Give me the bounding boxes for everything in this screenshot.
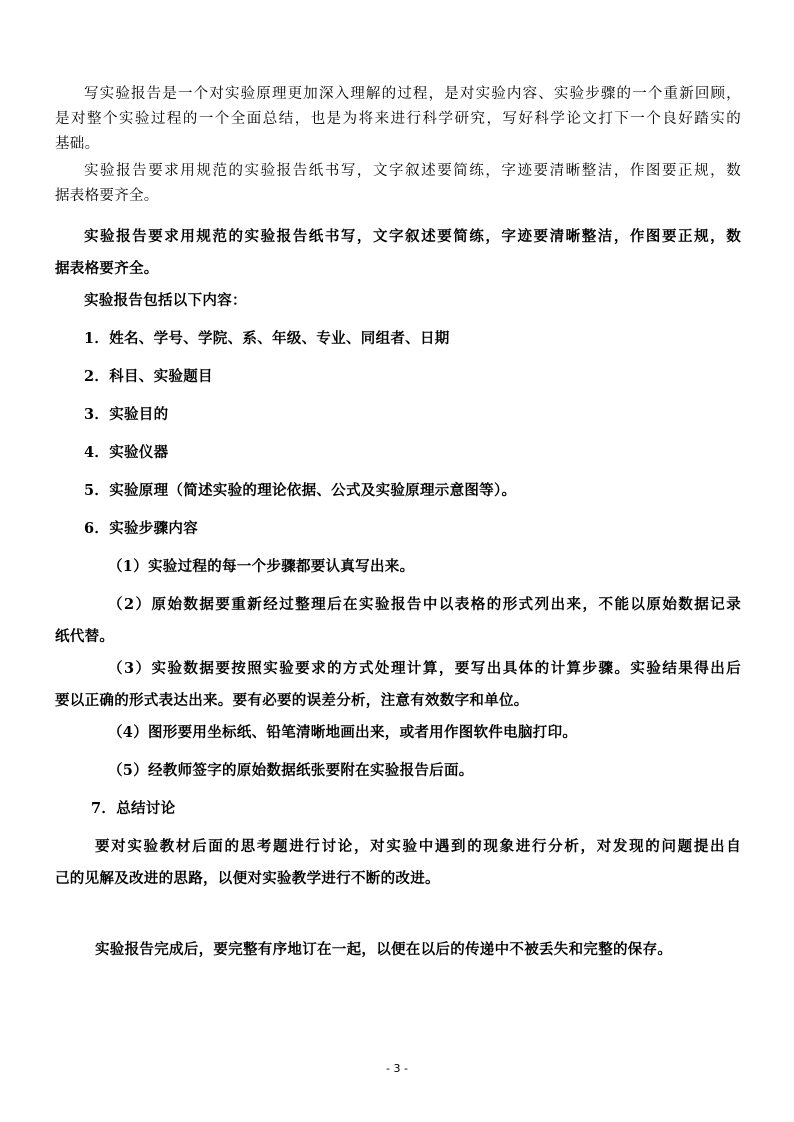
sub-item-3-line-2: 要以正确的形式表达出来。要有必要的误差分析，注意有效数字和单位。 — [55, 692, 529, 709]
summary-line-1: 要对实验教材后面的思考题进行讨论，对实验中遇到的现象进行分析，对发现的问题提出自 — [95, 838, 741, 855]
sub-item-3 — [55, 653, 741, 717]
requirement-bold-line-1: 实验报告要求用规范的实验报告纸书写，文字叙述要简练，字迹要清晰整洁，作图要正规，数 — [84, 228, 741, 245]
requirement-line-1: 实验报告要求用规范的实验报告纸书写，文字叙述要简练，字迹要清晰整洁，作图要正规，数 — [84, 163, 741, 179]
requirement-bold-paragraph — [55, 221, 741, 285]
page-number: - 3 - — [386, 1062, 408, 1075]
summary-heading: 7．总结讨论 — [91, 800, 176, 817]
sub-item-2-line-1: （2）原始数据要重新经过整理后在实验报告中以表格的形式列出来，不能以原始数据记录 — [108, 596, 741, 613]
requirement-line-2: 据表格要齐全。 — [55, 188, 159, 204]
list-item-6: 6．实验步骤内容 — [84, 520, 198, 537]
contents-intro: 实验报告包括以下内容： — [84, 292, 247, 309]
sub-item-5: （5）经教师签字的原始数据纸张要附在实验报告后面。 — [108, 762, 474, 779]
sub-item-4: （4）图形要用坐标纸、铅笔清晰地画出来，或者用作图软件电脑打印。 — [108, 724, 578, 741]
sub-item-3-line-1: （3）实验数据要按照实验要求的方式处理计算，要写出具体的计算步骤。实验结果得出后 — [108, 660, 741, 677]
sub-item-2 — [55, 589, 741, 653]
closing-paragraph: 实验报告完成后，要完整有序地订在一起，以便在以后的传递中不被丢失和完整的保存。 — [95, 941, 673, 958]
list-item-1: 1．姓名、学号、学院、系、年级、专业、同组者、日期 — [84, 330, 450, 347]
intro-line-2: 是对整个实验过程的一个全面总结，也是为将来进行科学研究，写好科学论文打下一个良好踏实的 — [55, 111, 741, 127]
intro-line-1: 写实验报告是一个对实验原理更加深入理解的过程，是对实验内容、实验步骤的一个重新回顾， — [84, 86, 741, 102]
sub-item-1: （1）实验过程的每一个步骤都要认真写出来。 — [108, 558, 415, 575]
list-item-2: 2．科目、实验题目 — [84, 368, 213, 385]
sub-item-2-line-2: 纸代替。 — [55, 628, 115, 645]
intro-line-3: 基础。 — [55, 136, 100, 152]
list-item-5: 5．实验原理（简述实验的理论依据、公式及实验原理示意图等）。 — [84, 482, 517, 499]
summary-paragraph — [55, 831, 741, 895]
requirement-bold-line-2: 据表格要齐全。 — [55, 260, 159, 277]
list-item-4: 4．实验仪器 — [84, 444, 169, 461]
summary-line-2: 己的见解及改进的思路，以便对实验教学进行不断的改进。 — [55, 870, 440, 887]
list-item-3: 3．实验目的 — [84, 406, 169, 423]
requirement-paragraph — [55, 159, 741, 209]
intro-paragraph — [55, 82, 741, 157]
